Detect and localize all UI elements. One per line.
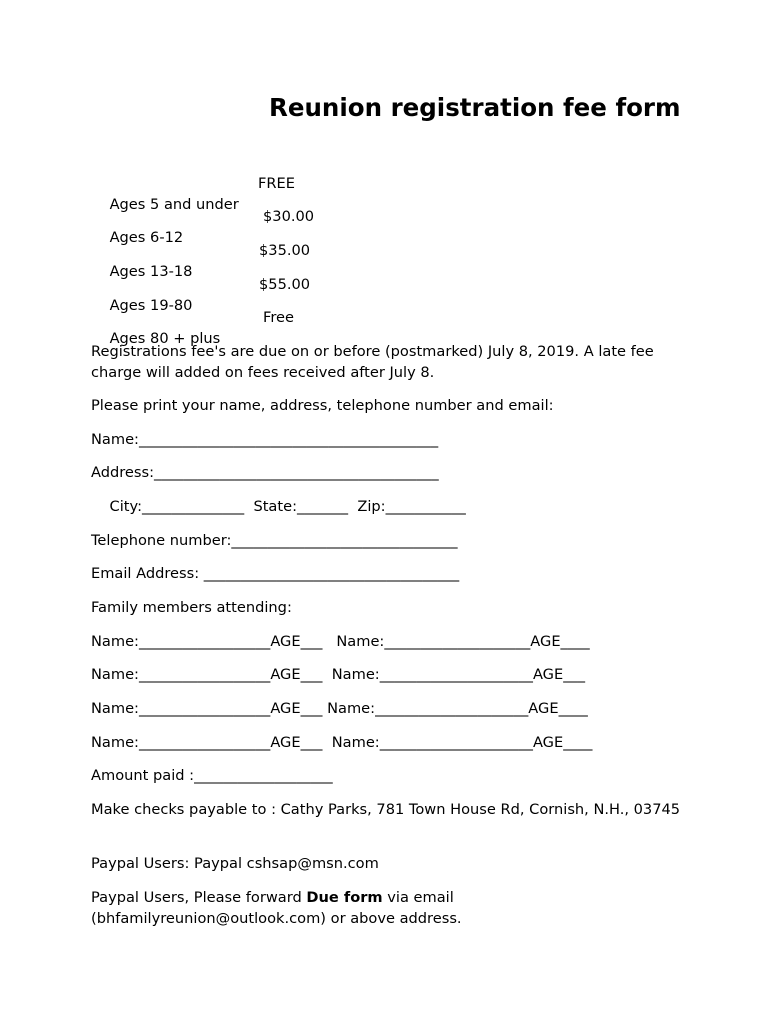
paypal-forward-prefix: Paypal Users, Please forward xyxy=(91,889,307,906)
print-instruction: Please print your name, address, telephone number and email: xyxy=(91,397,554,414)
fee-label: Ages 5 and under xyxy=(109,195,239,213)
city-state-zip-field[interactable]: City:______________ State:_______ Zip:___________ xyxy=(91,498,466,515)
address-field[interactable]: Address:_______________________________________ xyxy=(91,464,439,481)
family-member-row[interactable]: Name:__________________AGE___ Name:____________________AGE____ xyxy=(91,633,590,650)
fee-value: $30.00 xyxy=(263,208,315,225)
family-member-row[interactable]: Name:__________________AGE___ Name:_____________________AGE____ xyxy=(91,734,593,751)
page-title: Reunion registration fee form xyxy=(269,93,681,122)
due-form-bold: Due form xyxy=(306,889,383,906)
email-field[interactable]: Email Address: ___________________________________ xyxy=(91,565,460,582)
checks-payable: Make checks payable to : Cathy Parks, 781 Town House Rd, Cornish, N.H., 03745 xyxy=(91,801,681,818)
telephone-field[interactable]: Telephone number:_______________________________ xyxy=(91,532,458,549)
due-notice: Registrations fee's are due on or before (postmarked) July 8, 2019. A late fee charge will added on fees received after July 8. xyxy=(91,343,654,381)
family-heading: Family members attending: xyxy=(91,599,292,616)
amount-paid-field[interactable]: Amount paid :___________________ xyxy=(91,767,333,784)
name-field[interactable]: Name:_________________________________________ xyxy=(91,431,439,448)
fee-label: Ages 80 + plus xyxy=(109,329,221,347)
paypal-users: Paypal Users: Paypal cshsap@msn.com xyxy=(91,855,379,872)
paypal-forward-suffix: via email (bhfamilyreunion@outlook.com) or above address. xyxy=(91,889,462,927)
fee-value: $35.00 xyxy=(259,242,311,259)
fee-value: Free xyxy=(263,309,294,326)
fee-label: Ages 6-12 xyxy=(109,228,184,246)
fee-value: FREE xyxy=(258,175,295,192)
family-member-row[interactable]: Name:__________________AGE___ Name:_____________________AGE____ xyxy=(91,700,588,717)
fee-value: $55.00 xyxy=(259,276,311,293)
fee-label: Ages 13-18 xyxy=(109,262,193,280)
fee-label: Ages 19-80 xyxy=(109,296,193,314)
paypal-forward xyxy=(91,888,691,929)
family-member-row[interactable]: Name:__________________AGE___ Name:_____________________AGE___ xyxy=(91,666,586,683)
